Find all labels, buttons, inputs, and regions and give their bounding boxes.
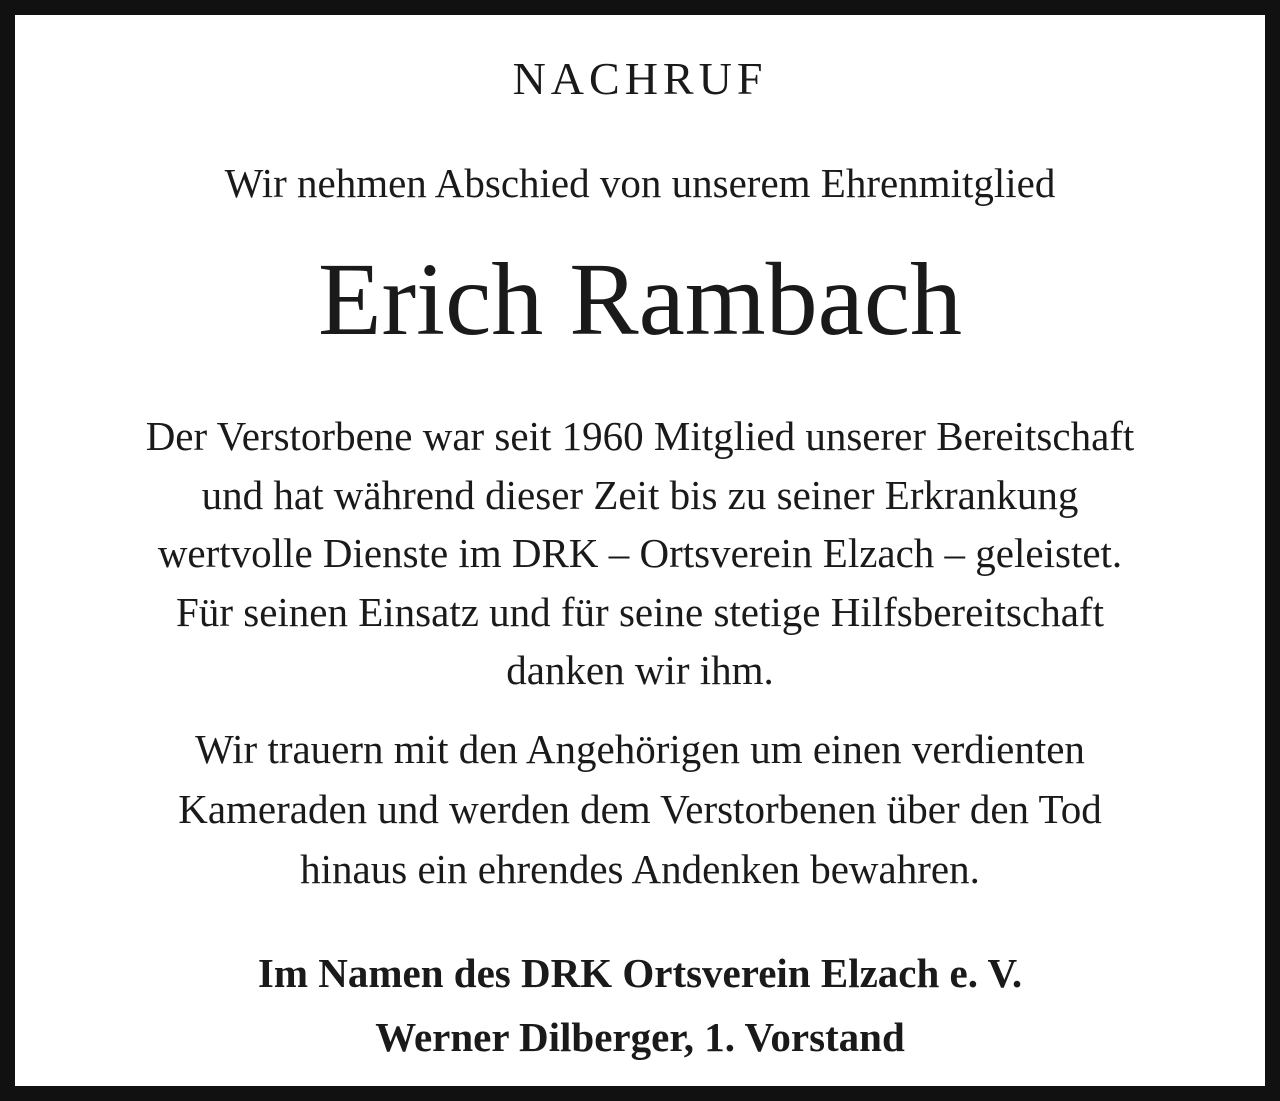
intro-line: Wir nehmen Abschied von unserem Ehrenmitglied: [224, 160, 1056, 206]
signature-block: [15, 941, 1265, 1069]
tribute-paragraph: [55, 407, 1225, 700]
mourning-line: Kameraden und werden dem Verstorbenen über den Tod: [178, 786, 1102, 832]
mourning-line: hinaus ein ehrendes Andenken bewahren.: [300, 846, 980, 892]
tribute-line: wertvolle Dienste im DRK – Ortsverein Elzach – geleistet.: [157, 530, 1123, 576]
deceased-name: Erich Rambach: [318, 242, 962, 357]
signature-organization: Im Namen des DRK Ortsverein Elzach e. V.: [257, 950, 1023, 996]
tribute-line: und hat während dieser Zeit bis zu seiner Erkrankung: [201, 471, 1079, 518]
signature-person: Werner Dilberger, 1. Vorstand: [375, 1014, 905, 1060]
mourning-line: Wir trauern mit den Angehörigen um einen verdienten: [195, 726, 1085, 772]
notice-heading: NACHRUF: [512, 53, 768, 104]
tribute-line: danken wir ihm.: [506, 647, 774, 693]
mourning-paragraph: [55, 719, 1225, 899]
tribute-line: Für seinen Einsatz und für seine stetige Hilfsbereitschaft: [176, 588, 1104, 635]
tribute-line: Der Verstorbene war seit 1960 Mitglied unserer Bereitschaft: [145, 413, 1135, 459]
